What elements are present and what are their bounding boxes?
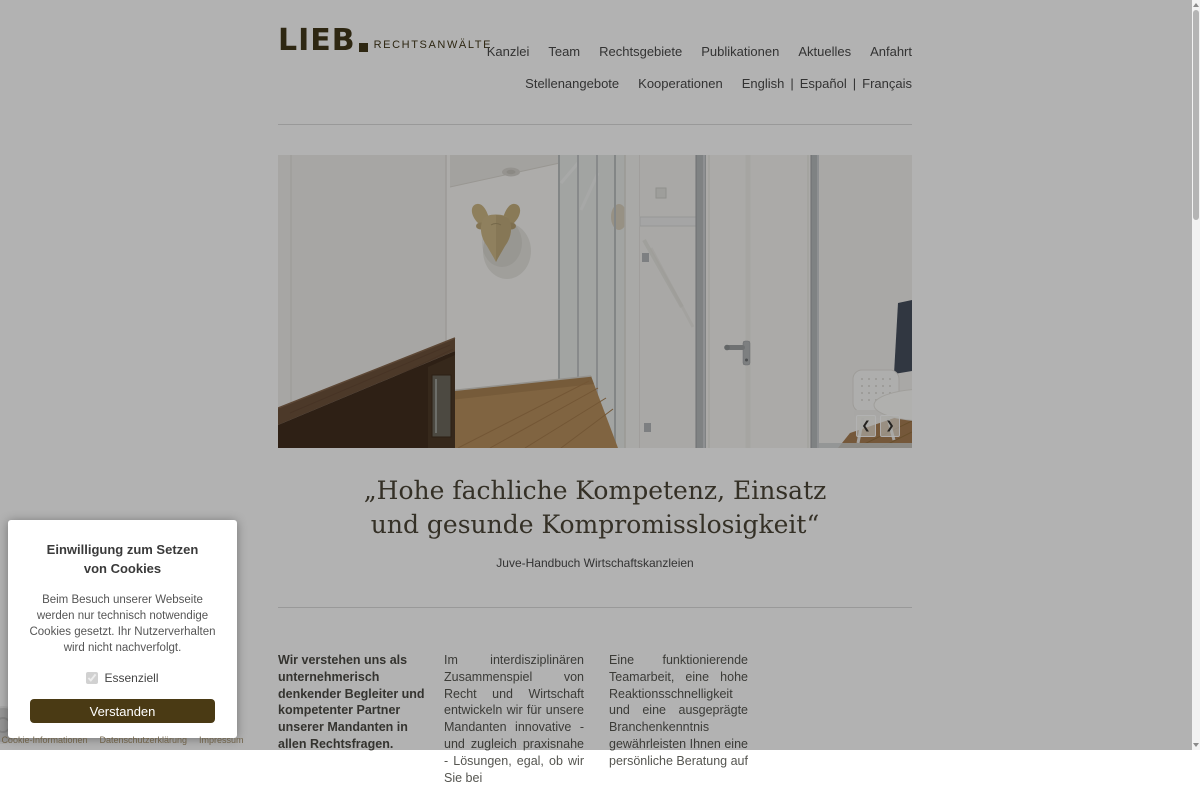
essential-cookies-row <box>22 671 223 685</box>
nav-item-kanzlei[interactable]: Kanzlei <box>486 44 530 59</box>
lang-separator: | <box>852 76 857 91</box>
essential-cookies-checkbox[interactable] <box>86 672 98 684</box>
lang-espanol[interactable]: Español <box>799 76 847 91</box>
cookie-dialog-text: Beim Besuch unserer Webseite werden nur technisch notwendige Cookies gesetzt. Ihr Nutzerverhalten wird nicht nachverfolgt. <box>29 594 216 654</box>
scrollbar-down-arrow[interactable] <box>1193 743 1199 747</box>
scrollbar-up-arrow[interactable] <box>1193 3 1199 7</box>
nav-item-kooperationen[interactable]: Kooperationen <box>638 76 723 91</box>
impressum-link[interactable]: Impressum <box>199 734 244 745</box>
cookie-dialog-links <box>1 733 244 746</box>
nav-item-team[interactable]: Team <box>548 44 581 59</box>
intro-column-3: Eine funktionierende Teamarbeit, eine hohe Reaktionsschnelligkeit und eine ausgeprägte Branchenkenntnis gewährleisten Ihnen eine persönliche Beratung auf <box>609 653 748 768</box>
brand-name: LIEB <box>278 23 356 58</box>
carousel-prev-button[interactable]: ❮ <box>856 415 876 437</box>
cookie-dialog-title: Einwilligung zum Setzen von Cookies <box>46 542 199 576</box>
nav-item-rechtsgebiete[interactable]: Rechtsgebiete <box>599 44 683 59</box>
brand-suffix: RECHTSANWÄLTE <box>373 39 493 51</box>
quote-attribution: Juve-Handbuch Wirtschaftskanzleien <box>496 556 694 570</box>
lang-francais[interactable]: Français <box>862 76 912 91</box>
cookie-informationen-link[interactable]: Cookie-Informationen <box>1 734 88 745</box>
testimonial-quote: „Hohe fachliche Kompetenz, Einsatz und gesunde Kompromisslosigkeit“ <box>363 476 827 539</box>
intro-lead-text: Wir verstehen uns als unternehmerisch denkender Begleiter und kompetenter Partner unserer Mandanten in allen Rechtsfragen. <box>278 653 425 751</box>
lang-english[interactable]: English <box>741 76 785 91</box>
lang-separator: | <box>790 76 794 91</box>
essential-cookies-label: Essenziell <box>104 671 159 685</box>
scrollbar-thumb[interactable] <box>1193 10 1199 220</box>
scrollbar[interactable] <box>1192 0 1200 750</box>
nav-item-anfahrt[interactable]: Anfahrt <box>870 44 912 59</box>
nav-item-publikationen[interactable]: Publikationen <box>701 44 780 59</box>
carousel-next-button[interactable]: ❯ <box>880 415 900 437</box>
consent-accept-button[interactable]: Verstanden <box>30 699 215 723</box>
link-divider <box>192 733 194 746</box>
datenschutz-link[interactable]: Datenschutzerklärung <box>99 734 188 745</box>
intro-column-2: Im interdisziplinären Zusammenspiel von Recht und Wirtschaft entwickeln wir für unsere Mandanten innovative - und zugleich praxisnahe - Lösungen, egal, ob wir Sie bei <box>444 653 584 785</box>
cookie-consent-dialog <box>1 520 244 745</box>
nav-item-aktuelles[interactable]: Aktuelles <box>798 44 852 59</box>
link-divider <box>93 733 95 746</box>
nav-item-stellenangebote[interactable]: Stellenangebote <box>525 76 620 91</box>
